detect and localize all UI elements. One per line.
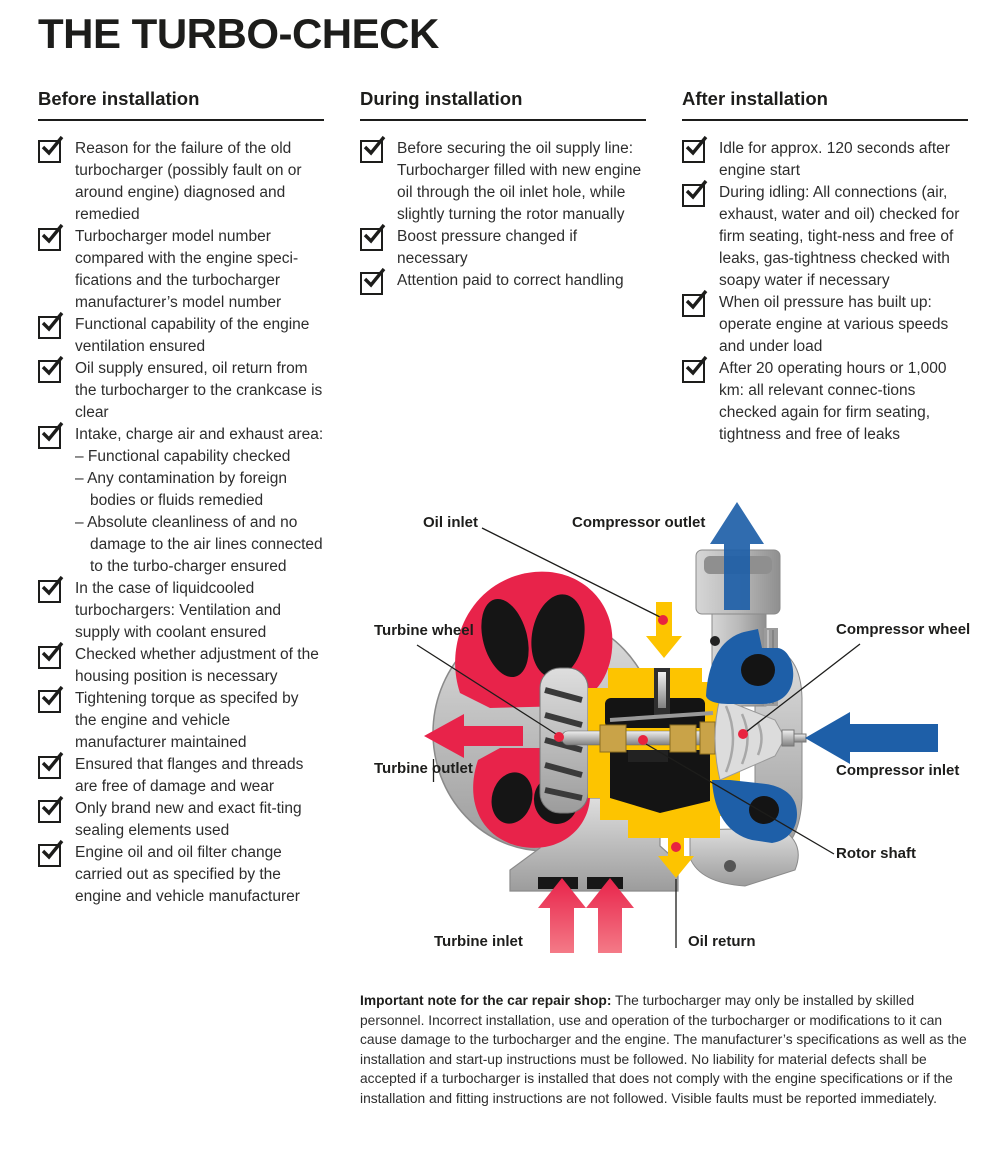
checkmark-icon [39, 575, 65, 599]
checked-checkbox[interactable] [38, 316, 61, 339]
checked-checkbox[interactable] [360, 140, 383, 163]
label-rotor-shaft: Rotor shaft [836, 845, 916, 862]
checklist-item-text: Tightening torque as specifed by the engine and vehicle manufacturer maintained [75, 690, 299, 751]
checkmark-icon [361, 135, 387, 159]
checklist-item-body [719, 138, 968, 182]
checked-checkbox[interactable] [682, 360, 705, 383]
checklist-item-body [719, 292, 968, 358]
checklist-item [38, 226, 324, 314]
label-oil-return: Oil return [688, 933, 756, 950]
checklist-item-body [75, 226, 324, 314]
compressor-inlet-arrow [805, 712, 938, 764]
checklist-item-text: After 20 operating hours or 1,000 km: all relevant connec-tions checked again for firm seating, tightness and free of leaks [719, 360, 947, 443]
checklist-item-text: Functional capability of the engine ventilation ensured [75, 316, 310, 355]
checked-checkbox[interactable] [38, 756, 61, 779]
checklist-subitem: – Any contamination by foreign bodies or fluids remedied [75, 470, 287, 509]
checklist-item [38, 688, 324, 754]
checklist-item-body [75, 842, 324, 908]
checklist-items [682, 138, 968, 446]
checklist-items [38, 138, 324, 908]
important-note-lead: Important note for the car repair shop: [360, 993, 612, 1008]
checked-checkbox[interactable] [38, 800, 61, 823]
checked-checkbox[interactable] [682, 140, 705, 163]
checklist-item-body [397, 226, 646, 270]
checklist-item-text: Boost pressure changed if necessary [397, 228, 578, 267]
checklist-item-text: Attention paid to correct handling [397, 272, 624, 289]
checklist-item [38, 578, 324, 644]
checkmark-icon [39, 311, 65, 335]
checklist-item [38, 798, 324, 842]
label-compressor-outlet: Compressor outlet [572, 514, 706, 531]
checkmark-icon [39, 135, 65, 159]
checklist-item-body [75, 314, 324, 358]
checklist-column [38, 88, 324, 908]
checklist-item-body [75, 578, 324, 644]
important-note [360, 991, 972, 1109]
checked-checkbox[interactable] [38, 646, 61, 669]
checklist-item-body [719, 182, 968, 292]
turbocharger-diagram [360, 498, 999, 990]
checkmark-icon [361, 267, 387, 291]
checklist-item [38, 314, 324, 358]
important-note-body: The turbocharger may only be installed by skilled personnel. Incorrect installation, use and operation of the turbocharger or modifications to it can cause damage to the turbocharger and the engine. The manufacturer’s specifications as well as the installation and start-up instructions must be followed. No liability for material defects shall be accepted if a turbocharger is installed that does not comply with the engine specifications or if the installation and fitting instructions are not followed. Visible faults must be reported immediately. [360, 993, 967, 1106]
checklist-item-body [75, 688, 324, 754]
checkmark-icon [39, 355, 65, 379]
column-header: Before installation [38, 88, 324, 121]
checked-checkbox[interactable] [38, 228, 61, 251]
checklist-item-body [719, 358, 968, 446]
checklist-item [682, 358, 968, 446]
checklist-subitems [75, 446, 324, 578]
checked-checkbox[interactable] [38, 580, 61, 603]
label-compressor-inlet: Compressor inlet [836, 762, 960, 779]
checklist-subitem: – Functional capability checked [75, 448, 291, 465]
checklist-item-text: Turbocharger model number compared with the engine speci-fications and the turbocharger manufacturer’s model number [75, 228, 299, 311]
checklist-item-text: Reason for the failure of the old turbocharger (possibly fault on or around engine) diagnosed and remedied [75, 140, 302, 223]
checklist-subitem: – Absolute cleanliness of and no damage to the air lines connected to the turbo-charger ensured [75, 514, 323, 575]
checkmark-icon [39, 421, 65, 445]
label-turbine-wheel: Turbine wheel [374, 622, 474, 639]
checkmark-icon [39, 751, 65, 775]
column-header: During installation [360, 88, 646, 121]
checklist-item [38, 138, 324, 226]
checklist-item [682, 138, 968, 182]
checkmark-icon [39, 839, 65, 863]
checkmark-icon [39, 795, 65, 819]
column-header: After installation [682, 88, 968, 121]
checklist-item [38, 358, 324, 424]
checklist-item-text: When oil pressure has built up: operate engine at various speeds and under load [719, 294, 949, 355]
label-turbine-outlet: Turbine outlet [374, 760, 473, 777]
checklist-item-body [75, 754, 324, 798]
checkmark-icon [683, 289, 709, 313]
checklist-item-body [397, 270, 646, 292]
checklist-item-text: Ensured that flanges and threads are free of damage and wear [75, 756, 304, 795]
checked-checkbox[interactable] [682, 294, 705, 317]
checklist-item-text: Before securing the oil supply line: Turbocharger filled with new engine oil through the oil inlet hole, while slightly turning the rotor manually [397, 140, 642, 223]
checklist-item-body [75, 798, 324, 842]
checkmark-icon [683, 135, 709, 159]
checklist-item-body [75, 138, 324, 226]
checkmark-icon [361, 223, 387, 247]
checklist-item-text: Oil supply ensured, oil return from the turbocharger to the crankcase is clear [75, 360, 323, 421]
checked-checkbox[interactable] [38, 140, 61, 163]
label-compressor-wheel: Compressor wheel [836, 621, 971, 638]
checklist-item [360, 138, 646, 226]
checked-checkbox[interactable] [38, 360, 61, 383]
checklist-item-text: Checked whether adjustment of the housing position is necessary [75, 646, 319, 685]
checklist-item-text: Intake, charge air and exhaust area: [75, 426, 324, 443]
checklist-items [360, 138, 646, 295]
checklist-item-body [397, 138, 646, 226]
checklist-item [38, 754, 324, 798]
checkmark-icon [683, 179, 709, 203]
checklist-item-text: Idle for approx. 120 seconds after engine start [719, 140, 950, 179]
checked-checkbox[interactable] [360, 272, 383, 295]
checklist-item-text: Only brand new and exact fit-ting sealing elements used [75, 800, 302, 839]
checklist-item [38, 644, 324, 688]
checked-checkbox[interactable] [38, 690, 61, 713]
label-oil-inlet: Oil inlet [422, 514, 478, 531]
checklist-item-text: Engine oil and oil filter change carried out as specified by the engine and vehicle manufacturer [75, 844, 300, 905]
checkmark-icon [39, 685, 65, 709]
checked-checkbox[interactable] [38, 844, 61, 867]
checked-checkbox[interactable] [682, 184, 705, 207]
checkmark-icon [683, 355, 709, 379]
checklist-item [38, 424, 324, 578]
checklist-item [38, 842, 324, 908]
checked-checkbox[interactable] [38, 426, 61, 449]
checklist-item [360, 226, 646, 270]
checkmark-icon [39, 641, 65, 665]
checklist-item-text: During idling: All connections (air, exhaust, water and oil) checked for firm seating, tight-ness and free of leaks, gas-tightness checked with soapy water if necessary [719, 184, 960, 289]
checklist-item-body [75, 358, 324, 424]
page-title: THE TURBO-CHECK [38, 10, 439, 57]
checklist-item-text: In the case of liquidcooled turbochargers: Ventilation and supply with coolant ensured [75, 580, 281, 641]
oil-inlet-arrow [646, 602, 682, 658]
turbocharger-cutaway-illustration [360, 498, 999, 990]
checklist-item [360, 270, 646, 295]
checklist-item-body [75, 424, 324, 578]
checked-checkbox[interactable] [360, 228, 383, 251]
checklist-item-body [75, 644, 324, 688]
checklist-item [682, 292, 968, 358]
checkmark-icon [39, 223, 65, 247]
label-turbine-inlet: Turbine inlet [434, 933, 523, 950]
checklist-item [682, 182, 968, 292]
